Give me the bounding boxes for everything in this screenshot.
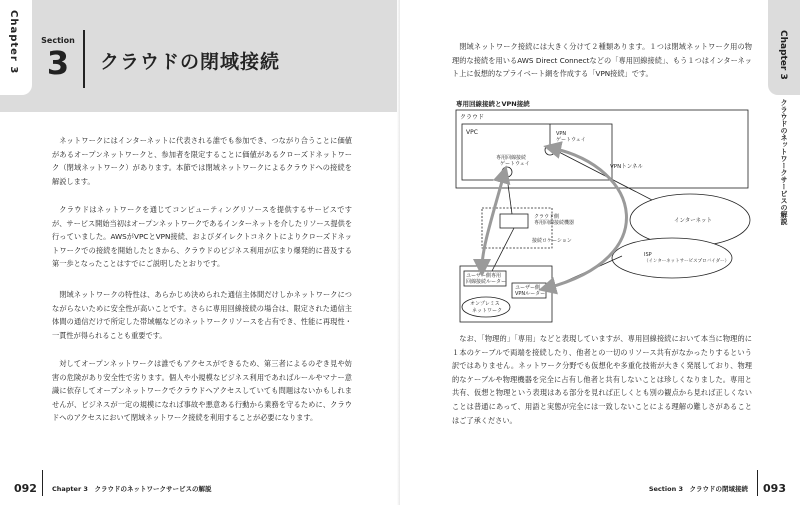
footer-divider-left: [42, 470, 43, 496]
onprem-label-1: オンプレミス: [470, 301, 500, 307]
intro-paragraph: 閉域ネットワーク接続には大きく分けて２種類あります。１つは閉域ネットワーク用の物理的な接続を用いるAWS Direct Connectなどの「専用回線接続」、もう１つはインターネット上に仮想的なプライベート網を作成する「VPN接続」です。: [452, 42, 752, 79]
diagram-title: 専用回線接続とVPN接続: [456, 100, 530, 108]
page-number-left: 092: [14, 482, 37, 495]
section-title: クラウドの閉域接続: [100, 51, 281, 73]
section-label: Section: [41, 36, 75, 45]
isp-cloud: [612, 238, 732, 278]
onprem-label-2: ネットワーク: [472, 308, 503, 314]
user-router-label-1: ユーザー側専用: [466, 273, 502, 279]
section-divider: [83, 30, 85, 88]
vpn-gateway-label-1: VPN: [556, 131, 567, 137]
paragraph-4: 対してオープンネットワークは誰でもアクセスができるため、第三者によるのぞき見や妨害の危険があり安全性で劣ります。個人や小規模なビジネス利用であればルールやマナー意識に依存してオープンネットワークでクラウドへアクセスしていても問題はないかもしれませんが、ビジネスが一定の規模になれば事故や悪意ある行動から業務を守るために、クラウドへのアクセスにおいて閉域ネットワーク接続を利用することが必要になります。: [52, 359, 352, 423]
user-vpn-label-2: VPNルーター: [515, 291, 546, 297]
section-number: 3: [46, 44, 70, 82]
paragraph-1: ネットワークにはインターネットに代表される誰でも参加でき、つながり合うことに価値があるオープンネットワークと、参加者を限定することに価値があるクローズドネットワーク（閉域ネットワーク）があります。本節では閉域ネットワークによるクラウドへの接続を解説します。: [52, 136, 352, 186]
chapter-subtitle-tab: [768, 95, 800, 225]
footer-running-title-left: Chapter 3 クラウドのネットワークサービスの解説: [52, 485, 212, 493]
cloud-side-label-1: クラウド側: [534, 214, 560, 220]
dedicated-gateway-label-2: ゲートウェイ: [500, 161, 530, 167]
isp-label-1: ISP: [644, 252, 652, 258]
chapter-subtitle: クラウドのネットワークサービスの解説: [780, 99, 788, 225]
dedicated-gateway-label-1: 専用回線接続: [496, 155, 527, 161]
chapter-tab-label: Chapter 3: [8, 10, 19, 75]
cloud-side-label-2: 専用回線接続機器: [534, 220, 575, 226]
vpc-box: [462, 124, 612, 180]
chapter-tab-left: [0, 0, 32, 95]
cloud-side-device: [500, 214, 528, 228]
chapter-tab-right-label: Chapter 3: [778, 30, 788, 80]
onprem-network: [462, 297, 510, 317]
footer-divider-right: [757, 470, 758, 496]
vpc-label: VPC: [466, 129, 478, 136]
user-router-label-2: 回線接続ルーター: [466, 279, 507, 285]
connect-location-label: 接続ロケーション: [532, 238, 572, 244]
right-page: [400, 0, 800, 505]
user-vpn-label-1: ユーザー側: [515, 285, 541, 291]
vpn-gateway-node: [545, 145, 555, 155]
isp-label-2: （インターネットサービスプロバイダー）: [644, 259, 730, 264]
page-number-right: 093: [763, 482, 786, 495]
chapter-tab-right: [768, 0, 800, 95]
cloud-label: クラウド: [460, 114, 485, 121]
footer-running-title-right: Section 3 クラウドの閉域接続: [648, 485, 748, 493]
paragraph-3: 閉域ネットワークの特性は、あらかじめ決められた通信主体間だけしかネットワークにつながらないために安全性が高いことです。さらに専用回線接続の場合は、限定された通信主体間の通信だけで所定した帯域幅などのネットワークリソースを占有でき、性能に再現性・一貫性が得られることも重要です。: [52, 290, 352, 340]
internet-label: インターネット: [674, 218, 713, 224]
vpn-gateway-label-2: ゲートウェイ: [556, 137, 586, 143]
paragraph-2: クラウドはネットワークを通じてコンピューティングリソースを提供するサービスですが、サービス開始当初はオープンネットワークであるインターネットを介したリソース提供を行っていました。AWSがVPCとVPN接続、およびダイレクトコネクトによりクローズドネットワークでの接続を開始したときから、クラウドのビジネス利用が広まり爆発的に普及する第一歩となったことはすでにご説明したとおりです。: [52, 205, 353, 269]
network-diagram: [452, 108, 752, 328]
body-paragraph: なお、「物理的」「専用」などと表現していますが、専用回線接続において本当に物理的に１本のケーブルで両端を接続したり、他者との一切のリソース共有がなかったりするという訳ではありません。ネットワーク分野でも仮想化や多重化技術が大きく発展しており、物理的なケーブルや物理機器を完全に占有し他者と共有しないことは珍しくなりました。専用と共有、仮想と物理という表現はある部分を見れば正しくとも別の観点から見れば正しくないことは普通にあって、用語と実態が完全には一致しないことによる理解の難しさがあることはご了承ください。: [452, 334, 752, 425]
vpn-tunnel-label: VPNトンネル: [610, 164, 644, 170]
